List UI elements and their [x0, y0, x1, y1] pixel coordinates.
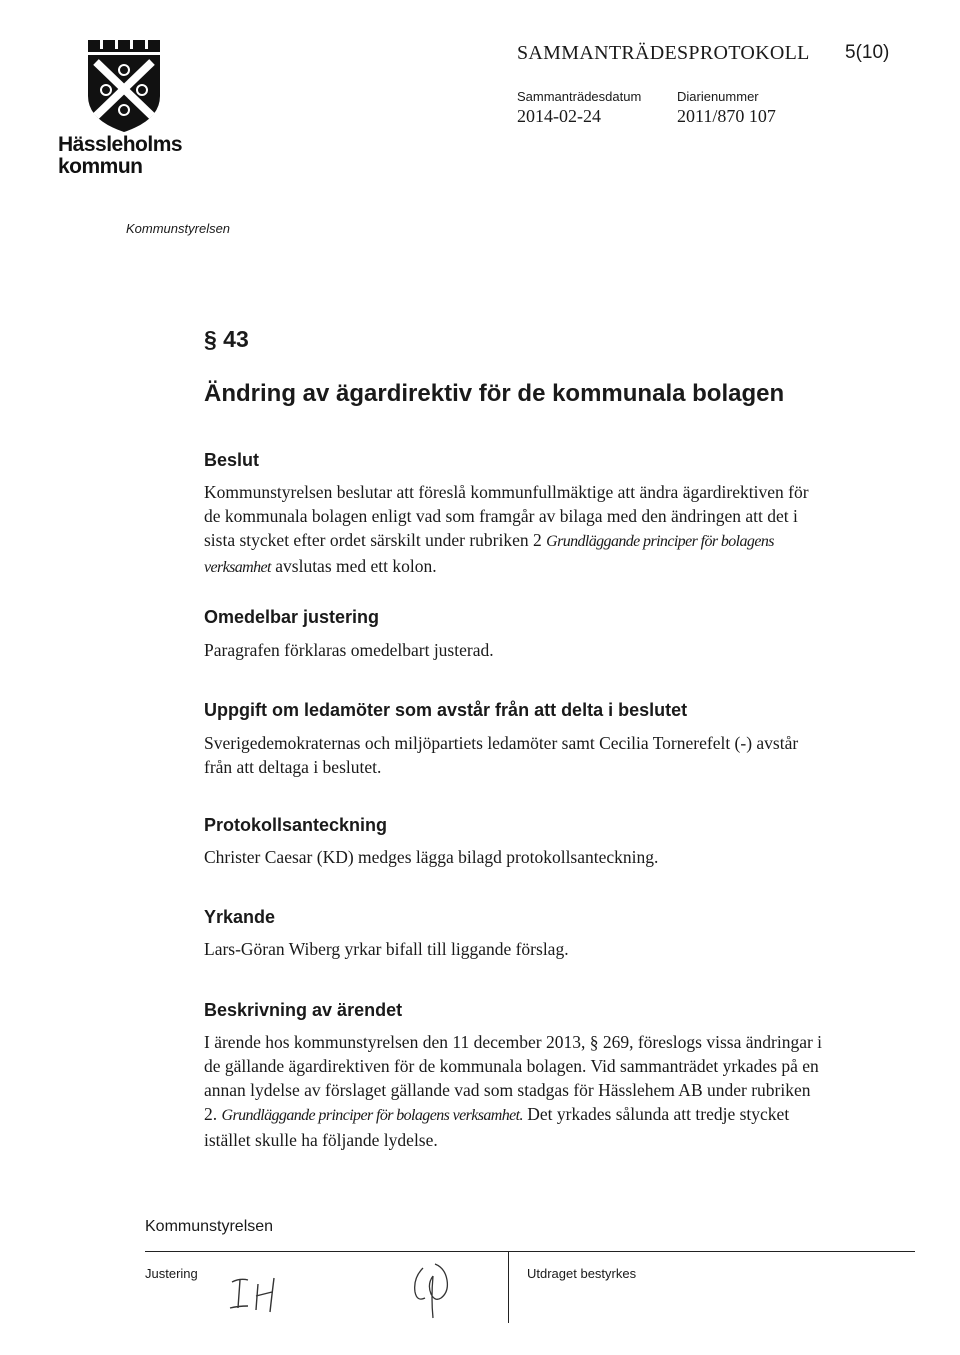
document-type: SAMMANTRÄDESPROTOKOLL [517, 42, 810, 64]
avstar-heading: Uppgift om ledamöter som avstår från att delta i beslutet [204, 700, 688, 720]
utdrag-label: Utdraget bestyrkes [527, 1266, 637, 1281]
justering-text: Paragrafen förklaras omedelbart justerad. [204, 640, 494, 660]
justering-heading: Omedelbar justering [204, 607, 380, 627]
yrkande-heading: Yrkande [204, 907, 276, 927]
anteckning-heading: Protokollsanteckning [204, 815, 388, 835]
beskrivning-heading: Beskrivning av ärendet [204, 1000, 403, 1020]
avstar-text: Sverigedemokraternas och miljöpartiets ledamöter samt Cecilia Tornerefelt (-) avstår från att deltaga i beslutet. [204, 733, 799, 777]
beslut-text: Kommunstyrelsen beslutar att föreslå kommunfullmäktige att ändra ägardirektiven för de kommunala bolagen enligt vad som framgår av bilaga med den ändringen att det i sista stycket efter ordet särskilt under rubriken 2 Grundläggande principer för bolagens verksamhet avslutas med ett kolon. [204, 482, 809, 576]
initials-signature [222, 1270, 292, 1320]
organ-name: Kommunstyrelsen [126, 221, 231, 236]
diary-number-label: Diarienummer [677, 89, 759, 104]
diary-number: 2011/870 107 [677, 106, 776, 126]
footer-organ: Kommunstyrelsen [145, 1218, 274, 1235]
signature-mark [405, 1258, 465, 1324]
footer-divider [145, 1251, 915, 1252]
meeting-date: 2014-02-24 [517, 106, 601, 126]
logo-text: Hässleholms kommun [58, 133, 183, 178]
municipality-logo [58, 38, 198, 188]
footer-column-divider [508, 1251, 509, 1323]
beslut-heading: Beslut [204, 450, 260, 470]
meeting-date-label: Sammanträdesdatum [517, 89, 642, 104]
beskrivning-text: I ärende hos kommunstyrelsen den 11 december 2013, § 269, föreslogs vissa ändringar i de gällande ägardirektiven för de kommunala bolagen. Vid sammanträdet yrkades på en annan lydelse av förslaget gällande vad som stadgas för Hässlehem AB under rubriken 2. Grundläggande principer för bolagens verksamhet. Det yrkades sålunda att tredje stycket istället skulle ha följande lydelse. [204, 1032, 823, 1150]
yrkande-text: Lars-Göran Wiberg yrkar bifall till liggande förslag. [204, 939, 569, 959]
page-number: 5(10) [845, 42, 890, 63]
page-title: Ändring av ägardirektiv för de kommunala bolagen [204, 380, 785, 407]
justering-label: Justering [145, 1266, 198, 1281]
paragraph-number: § 43 [204, 326, 249, 352]
hassleholm-coat-of-arms-icon [82, 38, 164, 134]
anteckning-text: Christer Caesar (KD) medges lägga bilagd protokollsanteckning. [204, 847, 659, 867]
